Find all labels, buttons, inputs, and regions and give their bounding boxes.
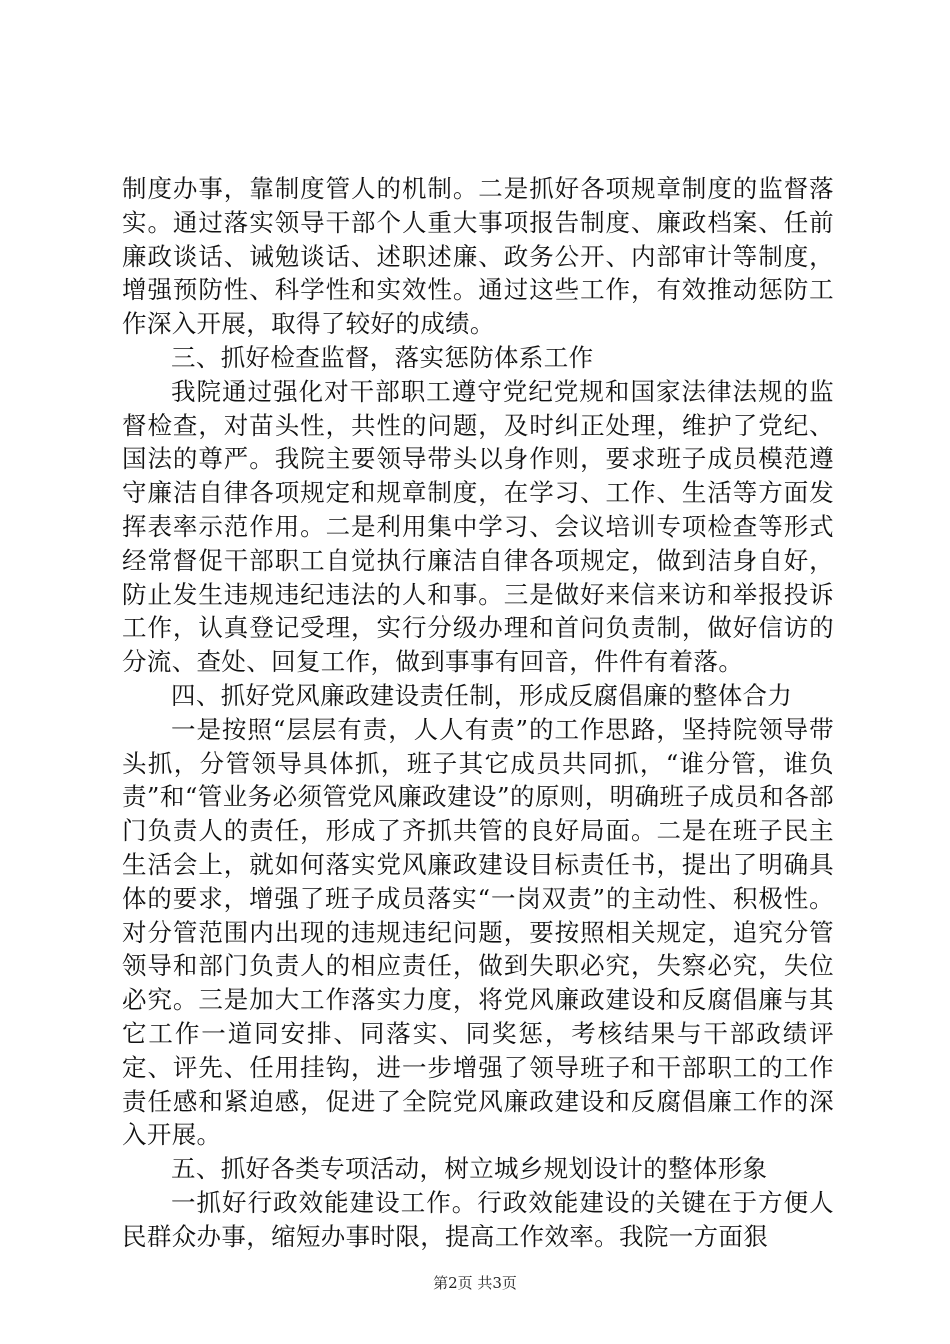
paragraph-efficiency: 一抓好行政效能建设工作。行政效能建设的关键在于方便人民群众办事，缩短办事时限，提高工作效率。我院一方面狠 [122,1187,834,1251]
paragraph-continuation: 制度办事，靠制度管人的机制。二是抓好各项规章制度的监督落实。通过落实领导干部个人重大事项报告制度、廉政档案、任前廉政谈话、诫勉谈话、述职述廉、政务公开、内部审计等制度，增强预防性、科学性和实效性。通过这些工作，有效推动惩防工作深入开展，取得了较好的成绩。 [122,174,834,339]
document-body [122,172,834,1254]
section-heading-4: 四、抓好党风廉政建设责任制，形成反腐倡廉的整体合力 [171,680,793,710]
page-footer: 第2页 共3页 [433,1274,517,1292]
section-heading-5: 五、抓好各类专项活动，树立城乡规划设计的整体形象 [171,1154,768,1184]
paragraph-responsibility: 一是按照“层层有责，人人有责”的工作思路，坚持院领导带头抓，分管领导具体抓，班子其它成员共同抓，“谁分管，谁负责”和“管业务必须管党风廉政建设”的原则，明确班子成员和各部门负责人的责任，形成了齐抓共管的良好局面。二是在班子民主生活会上，就如何落实党风廉政建设目标责任书，提出了明确具体的要求，增强了班子成员落实“一岗双责”的主动性、积极性。对分管范围内出现的违规违纪问题，要按照相关规定，追究分管领导和部门负责人的相应责任，做到失职必究，失察必究，失位必究。三是加大工作落实力度，将党风廉政建设和反腐倡廉与其它工作一道同安排、同落实、同奖惩，考核结果与干部政绩评定、评先、任用挂钩，进一步增强了领导班子和干部职工的工作责任感和紧迫感，促进了全院党风廉政建设和反腐倡廉工作的深入开展。 [122,714,834,1150]
section-heading-3: 三、抓好检查监督，落实惩防体系工作 [171,342,594,372]
paragraph-supervision: 我院通过强化对干部职工遵守党纪党规和国家法律法规的监督检查，对苗头性，共性的问题，及时纠正处理，维护了党纪、国法的尊严。我院主要领导带头以身作则，要求班子成员模范遵守廉洁自律各项规定和规章制度，在学习、工作、生活等方面发挥表率示范作用。二是利用集中学习、会议培训专项检查等形式经常督促干部职工自觉执行廉洁自律各项规定，做到洁身自好，防止发生违规违纪违法的人和事。三是做好来信来访和举报投诉工作，认真登记受理，实行分级办理和首问负责制，做好信访的分流、查处、回复工作，做到事事有回音，件件有着落。 [122,376,834,677]
